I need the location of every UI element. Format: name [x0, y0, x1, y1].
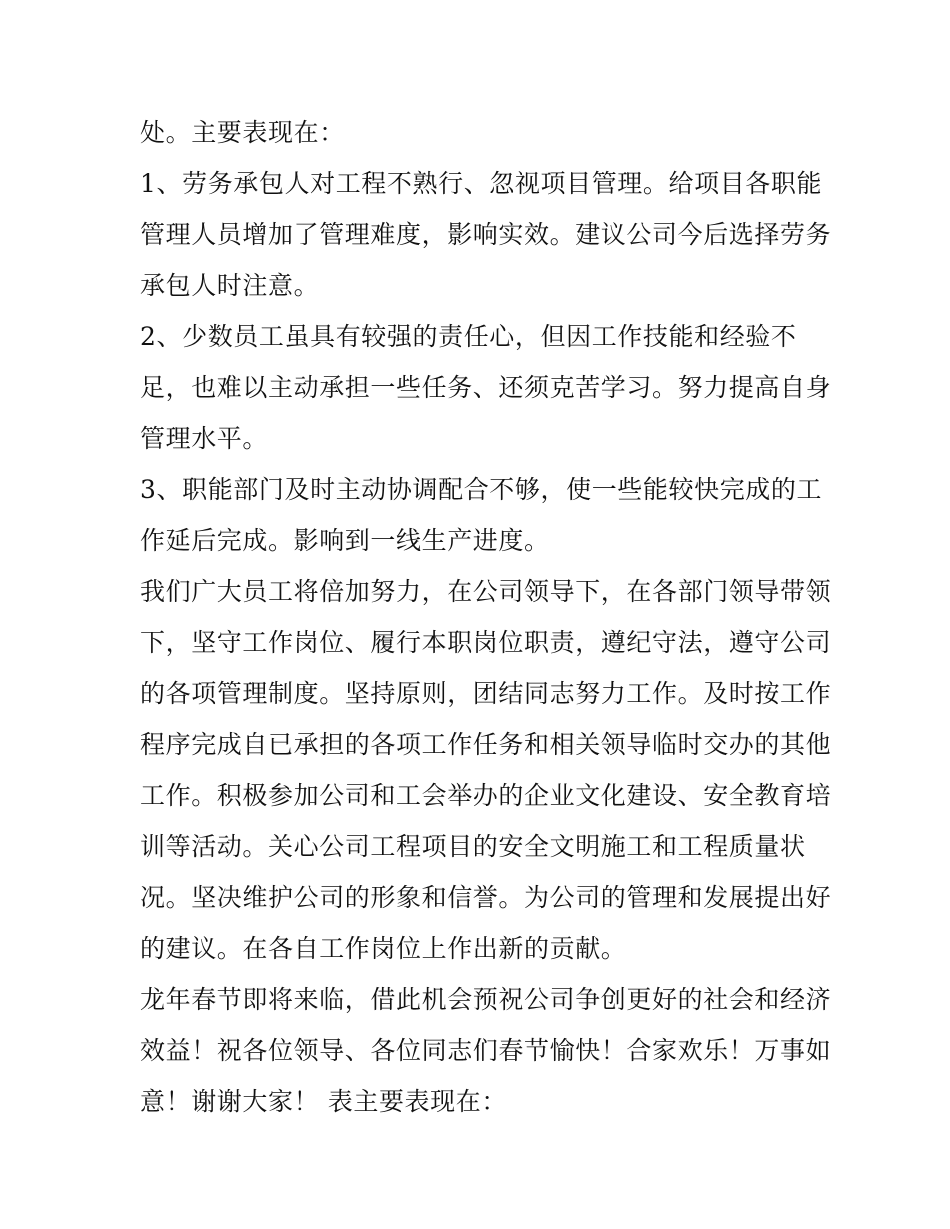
text-line: 3、职能部门及时主动协调配合不够，使一些能较快完成的工	[140, 475, 823, 504]
text-line: 管理人员增加了管理难度，影响实效。建议公司今后选择劳务	[140, 220, 832, 249]
text-line: 作延后完成。影响到一线生产进度。	[140, 526, 550, 555]
text-line: 下，坚守工作岗位、履行本职岗位职责，遵纪守法，遵守公司	[140, 628, 832, 657]
document-body	[140, 107, 832, 1127]
text-line: 况。坚决维护公司的形象和信誉。为公司的管理和发展提出好	[140, 883, 832, 912]
text-line: 的各项管理制度。坚持原则，团结同志努力工作。及时按工作	[140, 679, 832, 708]
text-line: 龙年春节即将来临，借此机会预祝公司争创更好的社会和经济	[140, 985, 832, 1014]
text-line: 1、劳务承包人对工程不熟行、忽视项目管理。给项目各职能	[140, 169, 823, 198]
text-line: 管理水平。	[140, 424, 269, 453]
text-line: 的建议。在各自工作岗位上作出新的贡献。	[140, 934, 627, 963]
text-line: 足，也难以主动承担一些任务、还须克苦学习。努力提高自身	[140, 373, 832, 402]
text-line: 程序完成自已承担的各项工作任务和相关领导临时交办的其他	[140, 730, 832, 759]
text-line: 工作。积极参加公司和工会举办的企业文化建设、安全教育培	[140, 781, 832, 810]
text-line: 效益！祝各位领导、各位同志们春节愉快！合家欢乐！万事如	[140, 1036, 832, 1065]
text-line: 意！谢谢大家！ 表主要表现在：	[140, 1087, 507, 1116]
text-line: 2、少数员工虽具有较强的责任心，但因工作技能和经验不	[140, 322, 797, 351]
text-line: 训等活动。关心公司工程项目的安全文明施工和工程质量状	[140, 832, 806, 861]
text-line: 处。主要表现在：	[140, 118, 345, 147]
text-line: 我们广大员工将倍加努力，在公司领导下，在各部门领导带领	[140, 577, 832, 606]
text-line: 承包人时注意。	[140, 271, 320, 300]
